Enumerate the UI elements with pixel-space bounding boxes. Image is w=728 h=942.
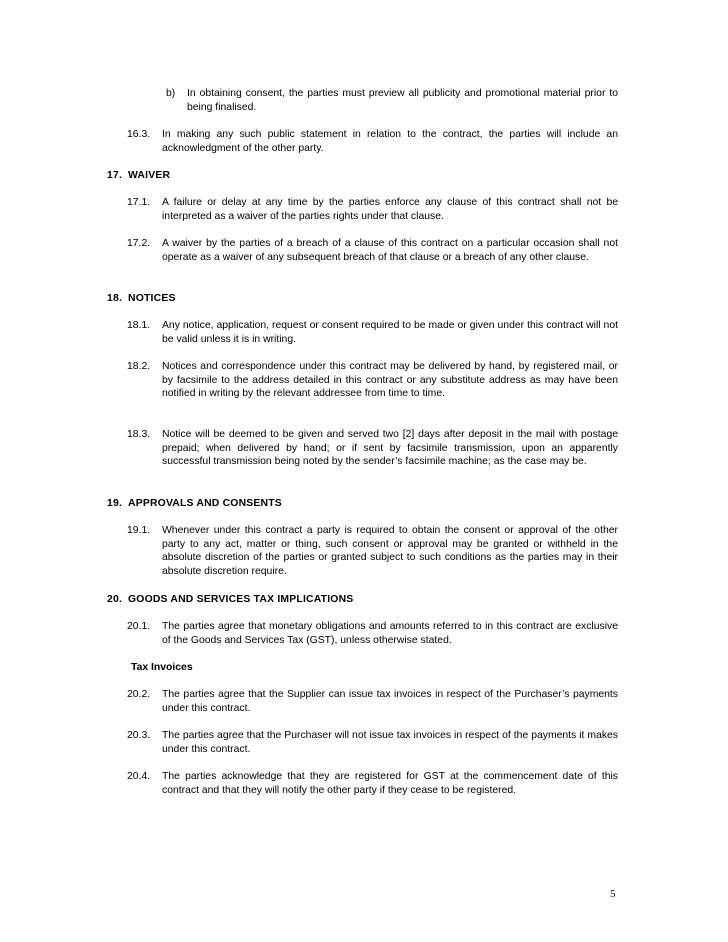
clause-text: The parties agree that the Supplier can issue tax invoices in respect of the Purchaser’s payments under this contract.: [162, 689, 618, 714]
clause-text: Notice will be deemed to be given and served two [2] days after deposit in the mail with postage prepaid; when delivered by hand; or if sent by facsimile transmission, upon an apparently successful transmission being noted by the sender’s facsimile machine; as the case may be.: [162, 429, 618, 468]
clause-text: The parties agree that monetary obligations and amounts referred to in this contract are exclusive of the Goods and Services Tax (GST), unless otherwise stated.: [162, 621, 618, 646]
clause-text: Whenever under this contract a party is required to obtain the consent or approval of the other party to any act, matter or thing, such consent or approval may be granted or withheld in the absolute discretion of the parties or granted subject to such conditions as the parties may in their absolute discretion require.: [162, 525, 618, 578]
clause-number: 17.1.: [127, 197, 151, 208]
section-heading-approvals: 19. APPROVALS AND CONSENTS: [107, 498, 282, 509]
clause-text: The parties agree that the Purchaser will not issue tax invoices in respect of the payments it makes under this contract.: [162, 730, 618, 755]
clause-number: 18.1.: [127, 320, 151, 331]
clause-text: In making any such public statement in relation to the contract, the parties will include an acknowledgment of the other party.: [162, 129, 618, 154]
clause-text: Any notice, application, request or consent required to be made or given under this contract will not be valid unless it is in writing.: [162, 320, 618, 345]
subheading-tax-invoices: Tax Invoices: [131, 662, 193, 673]
clause-number: 17.2.: [127, 238, 151, 249]
clause-text: Notices and correspondence under this contract may be delivered by hand, by registered mail, or by facsimile to the address detailed in this contract or any substitute address as may have been notified in writing by the relevant addressee from time to time.: [162, 361, 618, 400]
clause-number: 18.3.: [127, 429, 151, 440]
section-heading-waiver: 17. WAIVER: [107, 170, 171, 181]
clause-number: 20.4.: [127, 771, 151, 782]
section-heading-gst: 20. GOODS AND SERVICES TAX IMPLICATIONS: [107, 594, 354, 605]
clause-number: 20.3.: [127, 730, 151, 741]
clause-number: 20.2.: [127, 689, 151, 700]
clause-number: 18.2.: [127, 361, 151, 372]
clause-number: 19.1.: [127, 525, 151, 536]
item-number: b): [166, 88, 176, 99]
clause-number: 20.1.: [127, 621, 151, 632]
section-heading-notices: 18. NOTICES: [107, 293, 176, 304]
clause-number: 16.3.: [127, 129, 151, 140]
clause-text: The parties acknowledge that they are registered for GST at the commencement date of this contract and that they will notify the other party if they cease to be registered.: [162, 771, 618, 796]
clause-text: A failure or delay at any time by the parties enforce any clause of this contract shall not be interpreted as a waiver of the parties rights under that clause.: [162, 197, 618, 222]
page-number: 5: [610, 888, 616, 900]
clause-text: A waiver by the parties of a breach of a clause of this contract on a particular occasion shall not operate as a waiver of any subsequent breach of that clause or a breach of any other clause.: [162, 238, 618, 263]
clause-text: In obtaining consent, the parties must preview all publicity and promotional material prior to being finalised.: [187, 88, 618, 113]
